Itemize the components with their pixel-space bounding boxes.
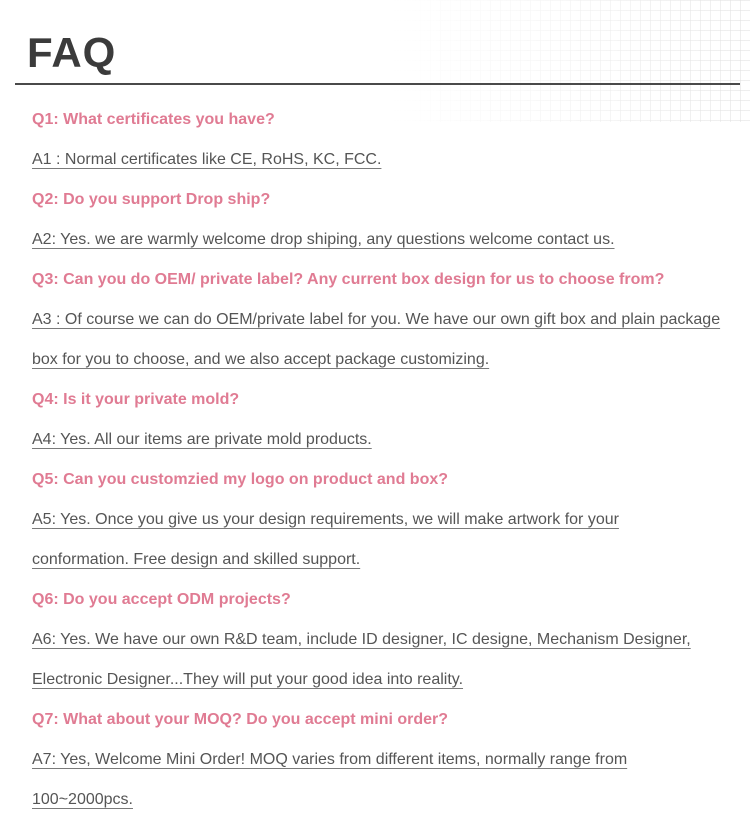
faq-answer-7-line-2 xyxy=(32,780,737,820)
answer-text: A7: Yes, Welcome Mini Order! MOQ varies from different items, normally range from xyxy=(32,751,628,768)
faq-question-7 xyxy=(32,700,737,740)
faq-answer-1-line-1 xyxy=(32,140,737,180)
answer-text: A2: Yes. we are warmly welcome drop shiping, any questions welcome contact us. xyxy=(32,231,615,248)
answer-text: A5: Yes. Once you give us your design requirements, we will make artwork for your xyxy=(32,511,619,528)
question-text: Q3: Can you do OEM/ private label? Any current box design for us to choose from? xyxy=(32,271,665,288)
answer-text: box for you to choose, and we also accept package customizing. xyxy=(32,351,490,368)
question-text: Q2: Do you support Drop ship? xyxy=(32,191,271,208)
faq-answer-3-line-2 xyxy=(32,340,737,380)
question-text: Q1: What certificates you have? xyxy=(32,111,275,128)
faq-answer-2-line-1 xyxy=(32,220,737,260)
answer-text: A4: Yes. All our items are private mold products. xyxy=(32,431,372,448)
page-title: FAQ xyxy=(27,29,117,76)
answer-text: 100~2000pcs. xyxy=(32,791,133,808)
question-text: Q4: Is it your private mold? xyxy=(32,391,240,408)
question-text: Q7: What about your MOQ? Do you accept mini order? xyxy=(32,711,449,728)
faq-answer-3-line-1 xyxy=(32,300,737,340)
faq-answer-6-line-1 xyxy=(32,620,737,660)
faq-answer-6-line-2 xyxy=(32,660,737,700)
faq-answer-5-line-2 xyxy=(32,540,737,580)
faq-answer-7-line-1 xyxy=(32,740,737,780)
faq-list xyxy=(32,100,737,820)
faq-answer-4-line-1 xyxy=(32,420,737,460)
faq-question-4 xyxy=(32,380,737,420)
faq-question-1 xyxy=(32,100,737,140)
title-divider xyxy=(15,83,740,85)
answer-text: Electronic Designer...They will put your good idea into reality. xyxy=(32,671,464,688)
answer-text: conformation. Free design and skilled support. xyxy=(32,551,361,568)
faq-question-6 xyxy=(32,580,737,620)
faq-question-5 xyxy=(32,460,737,500)
faq-question-3 xyxy=(32,260,737,300)
answer-text: A6: Yes. We have our own R&D team, include ID designer, IC designe, Mechanism Designer, xyxy=(32,631,691,648)
question-text: Q6: Do you accept ODM projects? xyxy=(32,591,291,608)
faq-question-2 xyxy=(32,180,737,220)
faq-answer-5-line-1 xyxy=(32,500,737,540)
answer-text: A3 : Of course we can do OEM/private label for you. We have our own gift box and plain package xyxy=(32,311,721,328)
question-text: Q5: Can you customzied my logo on product and box? xyxy=(32,471,449,488)
answer-text: A1 : Normal certificates like CE, RoHS, KC, FCC. xyxy=(32,151,382,168)
